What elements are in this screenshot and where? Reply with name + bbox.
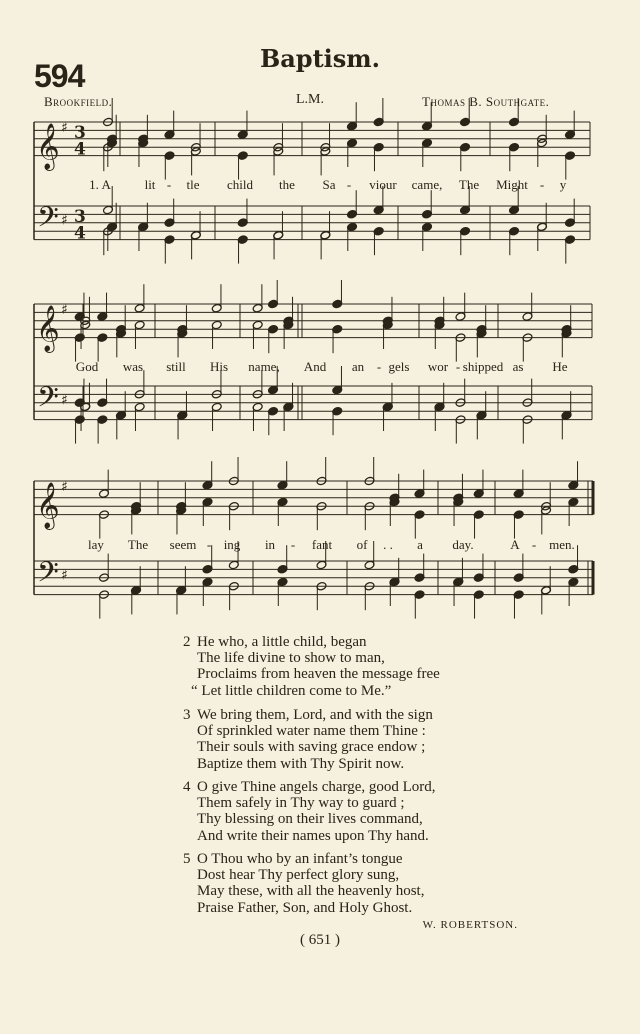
stanza-line: The life divine to show to man, xyxy=(197,650,385,667)
lyric-syllable: - xyxy=(290,537,296,552)
stanza-number: 4 xyxy=(183,779,191,795)
lyric-syllable: as xyxy=(512,359,524,374)
sharp-icon: ♯ xyxy=(61,479,68,495)
lyric-syllable: name, xyxy=(248,359,280,374)
stanza-line: Praise Father, Son, and Holy Ghost. xyxy=(197,899,413,916)
stanza-line: We bring them, Lord, and with the sign xyxy=(197,707,433,723)
lyric-syllable: - xyxy=(206,537,212,552)
stanza-number: 3 xyxy=(183,707,191,723)
lyric-syllable: His xyxy=(209,359,229,374)
stanza-number: 5 xyxy=(183,851,191,867)
lyric-syllable: - xyxy=(539,177,545,192)
lyric-line-1 xyxy=(0,177,640,193)
lyric-line-3 xyxy=(0,537,640,553)
treble-clef-icon: 𝄞 xyxy=(36,123,60,170)
lyric-syllable: The xyxy=(458,177,480,192)
stanza-line: And write their names upon Thy hand. xyxy=(197,827,429,844)
time-signature-icon: 4 xyxy=(74,223,86,244)
sharp-icon: ♯ xyxy=(61,567,68,584)
lyric-syllable: child xyxy=(227,177,253,192)
lyric-syllable: tle xyxy=(186,177,200,192)
stanza-line: O give Thine angels charge, good Lord, xyxy=(197,779,436,795)
time-signature-icon: 3 xyxy=(74,206,86,227)
lyric-syllable: And xyxy=(303,359,327,374)
bass-clef-icon: 𝄢 xyxy=(37,381,59,422)
stanza-line: “ Let little children come to Me.” xyxy=(191,682,392,699)
stanza-line: Of sprinkled water name them Thine : xyxy=(197,723,426,740)
sharp-icon: ♯ xyxy=(61,212,68,229)
lyric-syllable: A xyxy=(510,537,520,552)
lyric-syllable: - xyxy=(531,537,537,552)
stanza-line: Their souls with saving grace endow ; xyxy=(197,739,426,756)
lyric-line-2 xyxy=(0,359,640,375)
tune-name: Brookfield. xyxy=(44,94,113,109)
sharp-icon: ♯ xyxy=(61,392,68,409)
lyric-syllable: y xyxy=(559,177,567,192)
lyric-syllable: . . xyxy=(383,537,393,552)
meter: L.M. xyxy=(296,92,324,107)
stanza-line: Thy blessing on their lives command, xyxy=(197,811,423,828)
lyric-syllable: ing xyxy=(223,537,241,552)
time-signature-icon: 3 xyxy=(74,122,86,143)
lyric-syllable: the xyxy=(279,177,295,192)
lyric-syllable: The xyxy=(127,537,149,552)
stanza-line: He who, a little child, began xyxy=(197,634,367,650)
lyric-syllable: in xyxy=(264,537,276,552)
bass-clef-icon: 𝄢 xyxy=(37,201,59,242)
treble-clef-icon: 𝄞 xyxy=(36,305,60,352)
sharp-icon: ♯ xyxy=(61,302,68,318)
lyric-syllable: shipped xyxy=(462,359,504,374)
lyric-syllable: lay xyxy=(88,537,104,552)
lyric-syllable: fant xyxy=(311,537,333,552)
lyric-syllable: God xyxy=(75,359,99,374)
lyric-syllable: of xyxy=(356,537,368,552)
lyric-syllable: an xyxy=(351,359,365,374)
lyric-syllable: came, xyxy=(411,177,443,192)
lyric-syllable: a xyxy=(417,537,423,552)
treble-clef-icon: 𝄞 xyxy=(36,482,60,529)
hymn-title: Baptism. xyxy=(259,44,381,73)
stanza-number: 2 xyxy=(183,634,191,650)
lyric-syllable: seem xyxy=(169,537,197,552)
lyric-syllable: - xyxy=(376,359,382,374)
lyric-syllable: gels xyxy=(388,359,410,374)
lyric-syllable: men. xyxy=(549,537,575,552)
lyric-syllable: wor xyxy=(427,359,449,374)
bass-clef-icon: 𝄢 xyxy=(37,556,59,597)
lyric-syllable: day. xyxy=(452,537,474,552)
time-signature-icon: 4 xyxy=(74,139,86,160)
hymn-number: 594 xyxy=(34,58,85,94)
lyric-syllable: Might xyxy=(496,177,528,192)
stanza-line: Them safely in Thy way to guard ; xyxy=(197,795,405,812)
sharp-icon: ♯ xyxy=(61,120,68,136)
lyric-syllable: - xyxy=(346,177,352,192)
lyric-syllable: lit xyxy=(144,177,156,192)
stanza-line: O Thou who by an infant’s tongue xyxy=(197,851,403,867)
lyric-syllable: was xyxy=(122,359,144,374)
stanza-line: May these, with all the heavenly host, xyxy=(197,883,425,900)
lyric-syllable: He xyxy=(552,359,568,374)
stanza-line: Baptize them with Thy Spirit now. xyxy=(197,755,405,772)
hymn-author: W. ROBERTSON. xyxy=(422,919,518,931)
composer: Thomas B. Southgate. xyxy=(422,94,550,109)
stanza-line: Proclaims from heaven the message free xyxy=(197,666,440,683)
lyric-syllable: Sa xyxy=(322,177,336,192)
lyric-syllable: viour xyxy=(369,177,397,192)
stanza-line: Dost hear Thy perfect glory sung, xyxy=(197,867,400,884)
lyric-syllable: - xyxy=(455,359,461,374)
lyric-syllable: - xyxy=(166,177,172,192)
lyric-syllable: 1. A xyxy=(89,177,111,192)
lyric-syllable: still xyxy=(166,359,186,374)
page-number: ( 651 ) xyxy=(300,932,340,948)
